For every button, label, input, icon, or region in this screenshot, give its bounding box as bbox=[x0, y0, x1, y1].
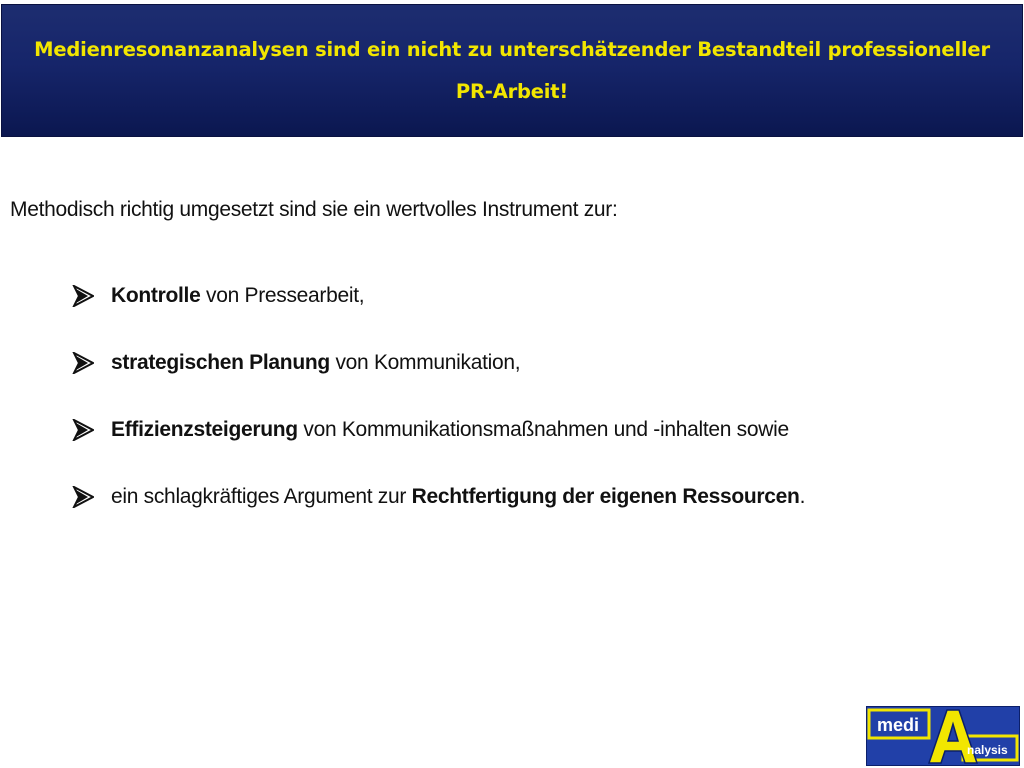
bullet-text: ein schlagkräftiges Argument zur Rechtfertigung der eigenen Ressourcen. bbox=[111, 485, 806, 508]
logo-text-nalysis: nalysis bbox=[967, 743, 1008, 757]
bullet-item-effizienz bbox=[72, 416, 805, 483]
media-analysis-logo bbox=[866, 706, 1020, 766]
arrowhead-bullet-icon bbox=[72, 483, 111, 511]
intro-text: Methodisch richtig umgesetzt sind sie ein wertvolles Instrument zur: bbox=[10, 198, 618, 221]
bullet-text: Kontrolle von Pressearbeit, bbox=[111, 284, 365, 307]
bullet-item-rechtfertigung bbox=[72, 483, 805, 550]
bullet-list bbox=[72, 282, 805, 550]
arrowhead-bullet-icon bbox=[72, 416, 111, 444]
bullet-emphasis: Effizienzsteigerung bbox=[111, 418, 298, 441]
bullet-text: Effizienzsteigerung von Kommunikationsmaßnahmen und -inhalten sowie bbox=[111, 418, 789, 441]
slide-title-line-2: PR-Arbeit! bbox=[455, 79, 569, 103]
arrowhead-bullet-icon bbox=[72, 349, 111, 377]
bullet-emphasis: Rechtfertigung der eigenen Ressourcen bbox=[411, 485, 800, 508]
bullet-item-kontrolle bbox=[72, 282, 805, 349]
bullet-emphasis: Kontrolle bbox=[111, 284, 201, 307]
title-banner bbox=[1, 4, 1023, 137]
logo-text-medi: medi bbox=[877, 715, 920, 735]
arrowhead-bullet-icon bbox=[72, 282, 111, 310]
bullet-item-planung bbox=[72, 349, 805, 416]
slide-title-line-1: Medienresonanzanalysen sind ein nicht zu unterschätzender Bestandteil professioneller bbox=[34, 37, 990, 61]
bullet-emphasis: strategischen Planung bbox=[111, 351, 330, 374]
bullet-text: strategischen Planung von Kommunikation, bbox=[111, 351, 521, 374]
